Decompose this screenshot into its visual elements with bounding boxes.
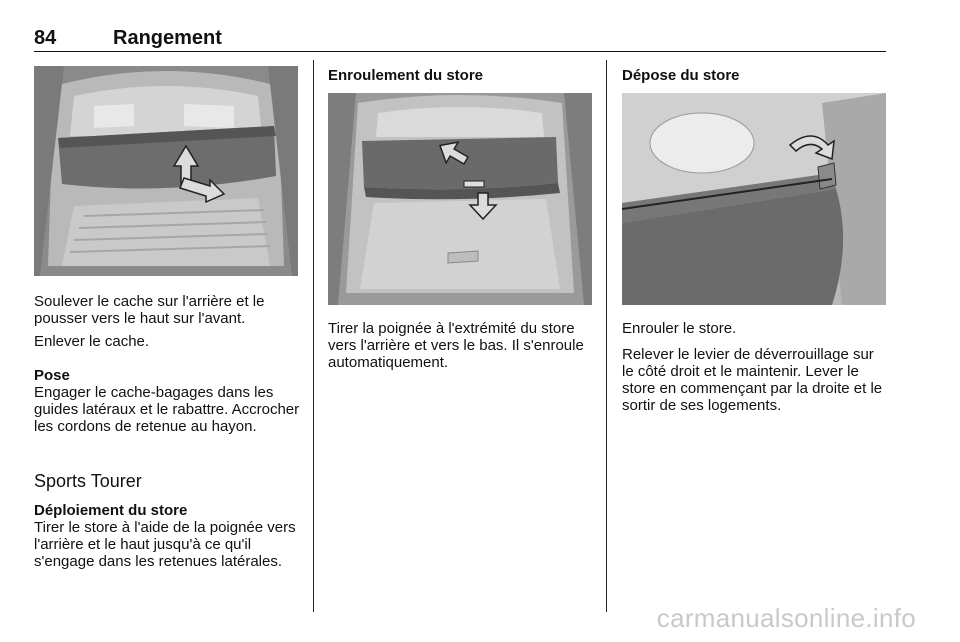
text-pose: Engager le cache-bagages dans les guides latéraux et le rabattre. Accrocher les cordons de retenue au hayon.: [34, 384, 300, 435]
heading-deploy: Déploiement du store: [34, 502, 188, 519]
header-rule: [34, 51, 886, 52]
column-divider-2: [606, 60, 607, 612]
text-deploy: Tirer le store à l'aide de la poignée vers l'arrière et le haut jusqu'à ce qu'il s'engage dans les retenues latérales.: [34, 519, 296, 570]
heading-removal: Dépose du store: [622, 67, 740, 84]
text-release-lever: Relever le levier de déverrouillage sur le côté droit et le maintenir. Lever le store en commençant par la droite et le sortir de ses logements.: [622, 346, 883, 414]
heading-roll-up: Enroulement du store: [328, 67, 484, 84]
figure-cargo-cover-removal: [34, 66, 298, 276]
page-number: 84: [34, 27, 57, 49]
caption-lift-cover: Soulever le cache sur l'arrière et le pousser vers le haut sur l'avant.: [34, 293, 265, 327]
figure-roll-up-blind: [328, 93, 592, 305]
text-roll-blind: Enrouler le store.: [622, 320, 737, 337]
figure-blind-removal: [622, 93, 886, 305]
column-divider-1: [313, 60, 314, 612]
text-roll-up: Tirer la poignée à l'extrémité du store vers l'arrière et vers le bas. Il s'enroule automatiquement.: [328, 320, 584, 371]
heading-pose: Pose: [34, 367, 70, 384]
section-title-sports-tourer: Sports Tourer: [34, 471, 142, 491]
watermark: carmanualsonline.info: [656, 603, 916, 633]
text-remove-cover: Enlever le cache.: [34, 333, 150, 350]
page-title: Rangement: [113, 27, 222, 49]
